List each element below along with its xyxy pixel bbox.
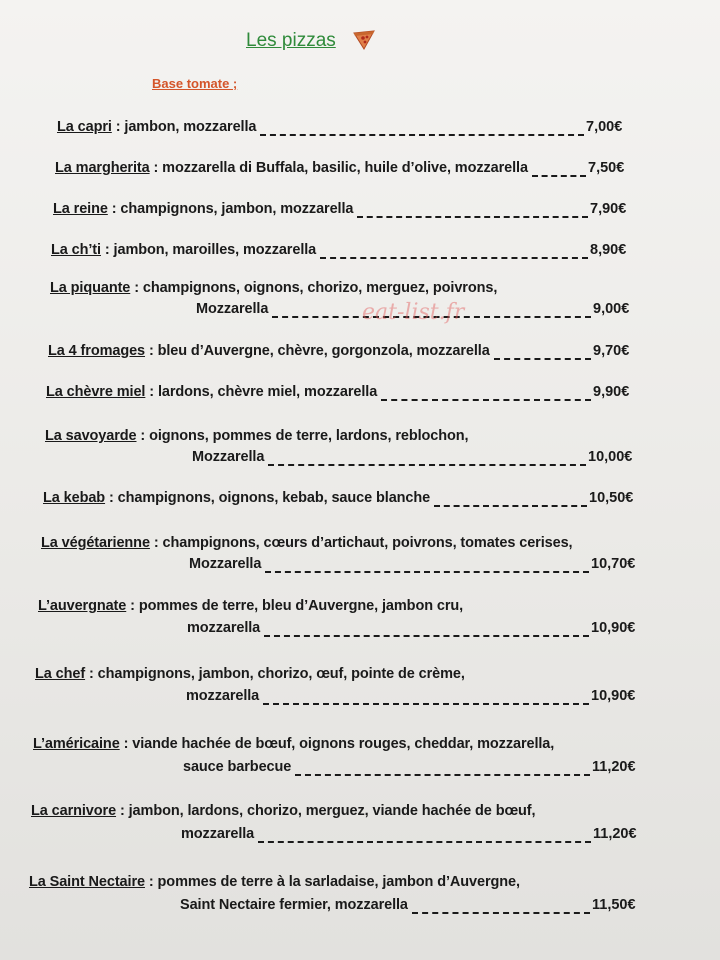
pizza-item — [31, 803, 535, 819]
price-leader-dashes — [258, 841, 591, 843]
pizza-item — [45, 428, 468, 444]
pizza-name: La reine — [53, 201, 108, 217]
pizza-item — [38, 598, 463, 614]
watermark: eat-list.fr — [362, 300, 465, 325]
base-label: Base tomate ; — [152, 76, 238, 91]
pizza-price: 7,00€ — [586, 119, 623, 135]
pizza-name: La Saint Nectaire — [29, 874, 145, 890]
pizza-name: L’auvergnate — [38, 598, 127, 614]
pizza-item — [46, 384, 377, 400]
pizza-price: 8,90€ — [590, 242, 627, 258]
pizza-price: 10,90€ — [591, 688, 636, 704]
menu-title: Les pizzas — [246, 30, 336, 51]
price-leader-dashes — [357, 216, 588, 218]
pizza-item — [51, 242, 316, 258]
pizza-item — [55, 160, 528, 176]
pizza-name: La 4 fromages — [48, 343, 146, 359]
pizza-ingredients: : champignons, cœurs d’artichaut, poivrons, tomates cerises, — [149, 535, 573, 551]
pizza-name: L’américaine — [33, 736, 120, 752]
pizza-name: La piquante — [50, 280, 131, 296]
pizza-name: La savoyarde — [45, 428, 137, 444]
pizza-price: 7,50€ — [588, 160, 625, 176]
pizza-ingredients: : pommes de terre à la sarladaise, jambon d’Auvergne, — [144, 874, 520, 890]
price-leader-dashes — [295, 774, 590, 776]
pizza-name: La kebab — [43, 490, 106, 506]
pizza-ingredients-cont: Mozzarella — [189, 556, 262, 572]
pizza-ingredients-cont: mozzarella — [187, 620, 261, 636]
pizza-name: La carnivore — [31, 803, 117, 819]
pizza-price: 10,70€ — [591, 556, 636, 572]
price-leader-dashes — [264, 635, 589, 637]
pizza-ingredients: : pommes de terre, bleu d’Auvergne, jambon cru, — [126, 598, 464, 614]
pizza-name: La margherita — [55, 160, 150, 176]
price-leader-dashes — [260, 134, 584, 136]
pizza-ingredients: : lardons, chèvre miel, mozzarella — [145, 384, 378, 400]
price-leader-dashes — [268, 464, 586, 466]
pizza-ingredients: : viande hachée de bœuf, oignons rouges, cheddar, mozzarella, — [119, 736, 555, 752]
pizza-ingredients: : champignons, jambon, mozzarella — [107, 201, 354, 217]
pizza-name: La végétarienne — [41, 535, 150, 551]
pizza-ingredients: : jambon, maroilles, mozzarella — [100, 242, 317, 258]
pizza-name: La chèvre miel — [46, 384, 146, 400]
price-leader-dashes — [434, 505, 587, 507]
pizza-slice-icon — [352, 29, 376, 51]
pizza-item — [35, 666, 465, 682]
pizza-item — [57, 119, 256, 135]
price-leader-dashes — [532, 175, 586, 177]
pizza-price: 10,90€ — [591, 620, 636, 636]
pizza-price: 10,50€ — [589, 490, 634, 506]
pizza-ingredients-cont: Saint Nectaire fermier, mozzarella — [180, 897, 408, 913]
pizza-ingredients: : jambon, mozzarella — [111, 119, 257, 135]
pizza-price: 9,70€ — [593, 343, 630, 359]
pizza-name: La ch’ti — [51, 242, 101, 258]
pizza-item — [41, 535, 572, 551]
pizza-ingredients-cont: sauce barbecue — [183, 759, 292, 775]
pizza-item — [43, 490, 430, 506]
pizza-price: 11,20€ — [593, 826, 637, 842]
price-leader-dashes — [494, 358, 591, 360]
pizza-ingredients: : bleu d’Auvergne, chèvre, gorgonzola, mozzarella — [145, 343, 490, 359]
pizza-price: 9,90€ — [593, 384, 630, 400]
price-leader-dashes — [263, 703, 589, 705]
pizza-name: La chef — [35, 666, 86, 682]
pizza-ingredients: : oignons, pommes de terre, lardons, reblochon, — [136, 428, 469, 444]
pizza-ingredients: : mozzarella di Buffala, basilic, huile d’olive, mozzarella — [149, 160, 528, 176]
pizza-price: 9,00€ — [593, 301, 630, 317]
pizza-item — [29, 874, 520, 890]
pizza-ingredients: : champignons, oignons, chorizo, merguez, poivrons, — [130, 280, 498, 296]
pizza-name: La capri — [57, 119, 112, 135]
pizza-ingredients-cont: Mozzarella — [192, 449, 265, 465]
pizza-ingredients: : champignons, jambon, chorizo, œuf, pointe de crème, — [85, 666, 465, 682]
price-leader-dashes — [412, 912, 590, 914]
pizza-ingredients: : jambon, lardons, chorizo, merguez, viande hachée de bœuf, — [116, 803, 536, 819]
price-leader-dashes — [381, 399, 591, 401]
price-leader-dashes — [320, 257, 588, 259]
price-leader-dashes — [265, 571, 589, 573]
pizza-item — [50, 280, 497, 296]
pizza-ingredients-cont: mozzarella — [181, 826, 255, 842]
pizza-item — [48, 343, 490, 359]
pizza-ingredients-cont: Mozzarella — [196, 301, 269, 317]
pizza-item — [33, 736, 554, 752]
pizza-ingredients: : champignons, oignons, kebab, sauce blanche — [105, 490, 431, 506]
pizza-price: 11,50€ — [592, 897, 636, 913]
pizza-ingredients-cont: mozzarella — [186, 688, 260, 704]
pizza-item — [53, 201, 353, 217]
pizza-price: 11,20€ — [592, 759, 636, 775]
pizza-price: 7,90€ — [590, 201, 627, 217]
pizza-price: 10,00€ — [588, 449, 633, 465]
